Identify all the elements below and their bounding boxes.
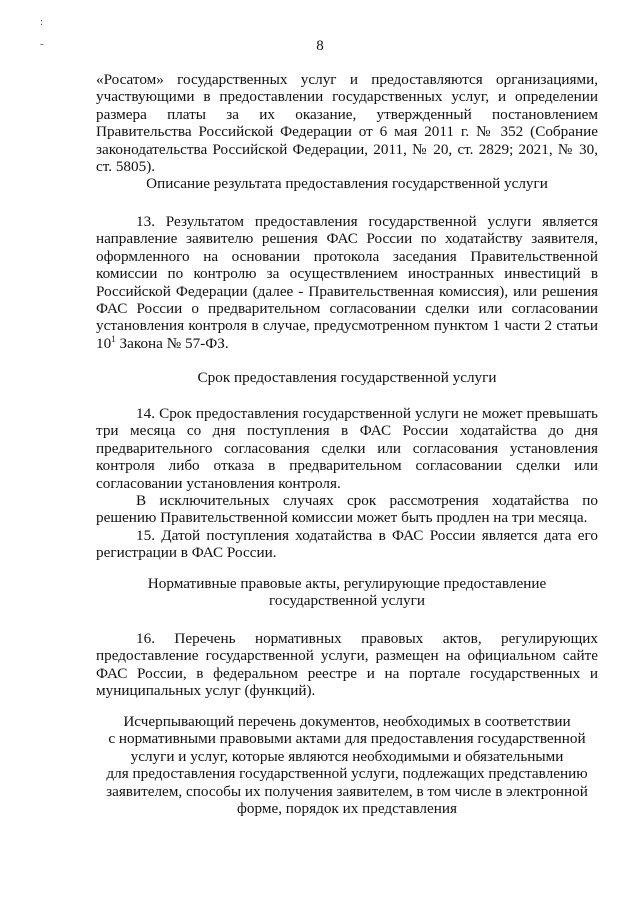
paragraph-16: 16. Перечень нормативных правовых актов, регулирующих предоставление государственной услуги, размещен на официальном сайте ФАС России, в федеральном реестре и на портале государственных и муниципальных услуг (функций). [96,630,598,700]
heading-docs-line: с нормативными правовыми актами для предоставления государственной [108,730,586,748]
paragraph-14: 14. Срок предоставления государственной услуги не может превышать три месяца со дня поступления в ФАС России ходатайства до дня предварительного согласования сделки или согласования установления контроля либо отказа в предварительном согласовании сделки или согласовании установления контроля. [96,405,598,492]
block-paragraphs-14-15 [96,405,598,562]
heading-acts-line-1: Нормативные правовые акты, регулирующие предоставление [147,575,547,592]
heading-docs-line: форме, порядок их представления [237,800,457,818]
paragraph-13-superscript: 1 [111,333,116,344]
paragraph-15: 15. Датой поступления ходатайства в ФАС России является дата его регистрации в ФАС России. [96,526,598,562]
heading-acts-line-2: государственной услуги [269,592,425,610]
block-paragraph-13 [96,213,598,352]
block-term-heading [96,369,598,386]
block-acts-heading [96,575,598,610]
paragraph-13-tail: Закона № 57-ФЗ. [115,334,229,352]
block-documents-heading [96,713,598,817]
paragraph-intro: «Росатом» государственных услуг и предоставляются организациями, участвующими в предоставлении государственных услуг, и определении размера платы за их оказание, утвержденный постановлением Правительства Российской Федерации от 6 мая 2011 г. № 352 (Собрание законодательства Российской Федерации, 2011, № 20, ст. 2829; 2021, № 30, ст. 5805). [96,71,598,176]
heading-docs-line: заявителем, способы их получения заявителем, в том числе в электронной [106,782,588,800]
block-paragraph-16 [96,630,598,700]
page-number: 8 [316,38,324,54]
heading-docs-line: Исчерпывающий перечень документов, необходимых в соответствии [123,713,571,730]
block-intro [96,71,598,175]
heading-term: Срок предоставления государственной услуги [197,369,497,386]
heading-docs-line: услуги и услуг, которые являются необходимыми и обязательными [130,747,564,765]
heading-docs-line: для предоставления государственной услуги, подлежащих представлению [106,765,588,783]
paragraph-14-extension: В исключительных случаях срок рассмотрения ходатайства по решению Правительственной комиссии может быть продлен на три месяца. [96,492,598,527]
margin-mark: : [40,16,44,28]
block-result-heading [96,175,598,192]
heading-result: Описание результата предоставления государственной услуги [146,175,548,192]
paragraph-13-text: 13. Результатом предоставления государственной услуги является направление заявителю решения ФАС России по ходатайству заявителя, оформленного на основании протокола заседания Правительственной комиссии по контролю за осуществлением иностранных инвестиций в Российской Федерации (далее - Правительственная комиссия), или решения ФАС России о предварительном согласовании сделки или согласовании установления контроля в случае, предусмотренном пунктом 1 части 2 статьи 10 [96,213,598,352]
margin-mark: - [40,38,44,50]
paragraph-13 [96,213,598,352]
